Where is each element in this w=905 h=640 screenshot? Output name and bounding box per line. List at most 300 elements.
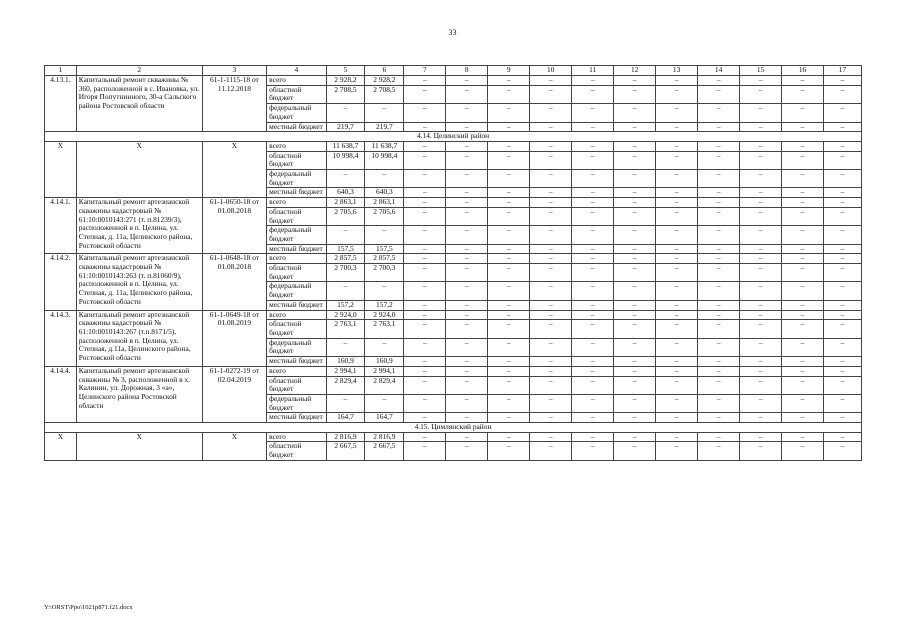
table-row [45,254,862,264]
value-col-12: – [614,254,656,264]
value-col-14: – [698,226,740,244]
value-col-16: – [782,76,824,86]
value-col-12: – [614,282,656,300]
value-col-12: – [614,76,656,86]
funding-source-label: областной бюджет [267,207,326,225]
value-col-7: – [404,394,446,412]
value-col-13: – [656,188,698,198]
value-col-5: 10 998,4 [326,151,365,169]
value-col-15: – [740,188,782,198]
value-col-6: 2 857,5 [365,254,404,264]
table-row [45,310,862,320]
value-col-16: – [782,300,824,310]
value-col-13: – [656,254,698,264]
value-col-10: – [530,413,572,423]
value-col-10: – [530,188,572,198]
value-col-6: 164,7 [365,413,404,423]
column-number-header: 11 [572,66,614,76]
value-col-8: – [446,376,488,394]
item-description: Капитальный ремонт артезианской скважины кадастровый № 61:10:0010143:267 (т.п.8171/5), расположенной в п. Целина, ул. Степная, д.11а, Целинского района, Ростовской области [76,310,202,366]
value-col-16: – [782,442,824,460]
value-col-11: – [572,76,614,86]
value-col-8: – [446,226,488,244]
value-col-9: – [488,76,530,86]
item-description: Х [76,141,202,197]
value-col-8: – [446,104,488,122]
item-description: Х [76,432,202,460]
value-col-11: – [572,376,614,394]
value-col-17: – [824,170,862,188]
value-col-15: – [740,320,782,338]
value-col-14: – [698,442,740,460]
value-col-12: – [614,198,656,208]
value-col-7: – [404,244,446,254]
value-col-8: – [446,170,488,188]
funding-source-label: местный бюджет [267,413,326,423]
value-col-17: – [824,244,862,254]
value-col-6: 160,9 [365,357,404,367]
value-col-8: – [446,432,488,442]
value-col-6: 2 667,5 [365,442,404,460]
value-col-16: – [782,254,824,264]
funding-source-label: областной бюджет [267,376,326,394]
item-description: Капитальный ремонт артезианской скважины кадастровый № 61:10:0010143:263 (т. п.81060/9), расположенной в п. Целина, ул. Степная, д. 11а, Целинского района, Ростовской области [76,254,202,310]
value-col-16: – [782,264,824,282]
value-col-12: – [614,310,656,320]
value-col-13: – [656,432,698,442]
value-col-9: – [488,244,530,254]
value-col-8: – [446,442,488,460]
program-table [44,65,862,461]
value-col-17: – [824,394,862,412]
value-col-17: – [824,264,862,282]
value-col-7: – [404,226,446,244]
value-col-8: – [446,282,488,300]
value-col-15: – [740,170,782,188]
item-number: 4.14.2. [45,254,77,310]
value-col-9: – [488,85,530,103]
value-col-8: – [446,413,488,423]
value-col-10: – [530,394,572,412]
section-title: 4.15. Цимлянский район [45,423,862,433]
value-col-7: – [404,442,446,460]
item-description: Капитальный ремонт скважины № 360, расположенной в с. Ивановка, ул. Игоря Попутнинного, 30-а Сальского района Ростовской области [76,76,202,132]
value-col-6: 2 816,9 [365,432,404,442]
value-col-13: – [656,244,698,254]
value-col-11: – [572,207,614,225]
value-col-7: – [404,300,446,310]
value-col-8: – [446,394,488,412]
value-col-10: – [530,122,572,132]
funding-source-label: федеральный бюджет [267,282,326,300]
funding-source-label: местный бюджет [267,300,326,310]
value-col-15: – [740,366,782,376]
value-col-15: – [740,76,782,86]
value-col-15: – [740,300,782,310]
value-col-9: – [488,207,530,225]
value-col-15: – [740,254,782,264]
value-col-5: 11 638,7 [326,141,365,151]
value-col-13: – [656,413,698,423]
value-col-6: – [365,226,404,244]
value-col-12: – [614,122,656,132]
funding-source-label: областной бюджет [267,85,326,103]
value-col-7: – [404,122,446,132]
value-col-12: – [614,104,656,122]
item-description: Капитальный ремонт артезианской скважины кадастровый № 61:10:0010143:271 (т. п.81239/3), расположенной в п. Целина, ул. Степная, д. 11а, Целинского района, Ростовской области [76,198,202,254]
funding-source-label: федеральный бюджет [267,338,326,356]
column-number-header: 1 [45,66,77,76]
value-col-5: 2 829,4 [326,376,365,394]
value-col-16: – [782,151,824,169]
value-col-15: – [740,85,782,103]
column-number-header: 7 [404,66,446,76]
value-col-9: – [488,310,530,320]
value-col-5: – [326,282,365,300]
value-col-5: 160,9 [326,357,365,367]
item-description: Капитальный ремонт артезианской скважины № 3, расположенной в х. Калинин, ул. Дорожная, 3 «а», Целинского района Ростовской области [76,366,202,422]
value-col-14: – [698,170,740,188]
section-row [45,423,862,433]
value-col-8: – [446,207,488,225]
column-number-header: 10 [530,66,572,76]
value-col-5: – [326,338,365,356]
column-number-header: 8 [446,66,488,76]
item-document: Х [202,141,267,197]
value-col-12: – [614,226,656,244]
value-col-8: – [446,76,488,86]
funding-source-label: местный бюджет [267,244,326,254]
value-col-6: 2 928,2 [365,76,404,86]
value-col-7: – [404,76,446,86]
value-col-10: – [530,244,572,254]
value-col-16: – [782,198,824,208]
value-col-5: – [326,170,365,188]
value-col-14: – [698,338,740,356]
value-col-14: – [698,357,740,367]
value-col-15: – [740,413,782,423]
value-col-9: – [488,104,530,122]
funding-source-label: всего [267,432,326,442]
value-col-14: – [698,188,740,198]
value-col-12: – [614,357,656,367]
value-col-13: – [656,151,698,169]
value-col-17: – [824,207,862,225]
value-col-12: – [614,366,656,376]
item-document: 61-1-1115-18 от 11.12.2018 [202,76,267,132]
item-document: 61-1-0272-19 от 02.04.2019 [202,366,267,422]
value-col-12: – [614,338,656,356]
value-col-5: 2 763,1 [326,320,365,338]
value-col-7: – [404,207,446,225]
value-col-12: – [614,207,656,225]
value-col-7: – [404,366,446,376]
table-row [45,366,862,376]
value-col-16: – [782,188,824,198]
value-col-13: – [656,310,698,320]
value-col-10: – [530,207,572,225]
value-col-12: – [614,394,656,412]
value-col-12: – [614,320,656,338]
value-col-17: – [824,141,862,151]
value-col-9: – [488,394,530,412]
value-col-14: – [698,244,740,254]
value-col-6: – [365,282,404,300]
value-col-6: 2 863,1 [365,198,404,208]
section-title: 4.14. Целинский район [45,132,862,142]
value-col-8: – [446,151,488,169]
funding-source-label: областной бюджет [267,151,326,169]
value-col-17: – [824,300,862,310]
value-col-9: – [488,141,530,151]
value-col-7: – [404,320,446,338]
value-col-6: 219,7 [365,122,404,132]
value-col-14: – [698,432,740,442]
value-col-16: – [782,413,824,423]
item-document: 61-1-0650-18 от 01.08.2018 [202,198,267,254]
column-number-header: 13 [656,66,698,76]
value-col-5: 2 863,1 [326,198,365,208]
value-col-17: – [824,357,862,367]
file-path-footer: Y:\ORST\Ppo\1021p871.f21.docx [44,604,133,611]
value-col-6: 2 763,1 [365,320,404,338]
value-col-10: – [530,85,572,103]
funding-source-label: местный бюджет [267,188,326,198]
value-col-11: – [572,264,614,282]
value-col-14: – [698,394,740,412]
value-col-9: – [488,226,530,244]
value-col-13: – [656,394,698,412]
value-col-11: – [572,226,614,244]
value-col-15: – [740,310,782,320]
value-col-16: – [782,432,824,442]
funding-source-label: федеральный бюджет [267,394,326,412]
value-col-8: – [446,366,488,376]
value-col-11: – [572,170,614,188]
table-body [45,66,862,461]
value-col-10: – [530,432,572,442]
value-col-16: – [782,366,824,376]
value-col-6: 157,5 [365,244,404,254]
value-col-12: – [614,141,656,151]
value-col-15: – [740,394,782,412]
value-col-6: 640,3 [365,188,404,198]
value-col-8: – [446,122,488,132]
funding-source-label: всего [267,76,326,86]
value-col-10: – [530,376,572,394]
value-col-16: – [782,376,824,394]
value-col-16: – [782,357,824,367]
value-col-6: 157,2 [365,300,404,310]
value-col-10: – [530,226,572,244]
funding-source-label: федеральный бюджет [267,170,326,188]
value-col-7: – [404,282,446,300]
value-col-10: – [530,76,572,86]
value-col-17: – [824,76,862,86]
column-number-header: 12 [614,66,656,76]
funding-source-label: всего [267,141,326,151]
value-col-13: – [656,300,698,310]
value-col-7: – [404,357,446,367]
value-col-17: – [824,413,862,423]
value-col-14: – [698,104,740,122]
value-col-10: – [530,366,572,376]
value-col-10: – [530,310,572,320]
value-col-11: – [572,198,614,208]
value-col-15: – [740,207,782,225]
value-col-9: – [488,300,530,310]
value-col-10: – [530,141,572,151]
item-number: 4.13.1. [45,76,77,132]
value-col-13: – [656,141,698,151]
value-col-17: – [824,366,862,376]
value-col-11: – [572,122,614,132]
value-col-16: – [782,244,824,254]
value-col-5: 157,2 [326,300,365,310]
value-col-12: – [614,300,656,310]
value-col-8: – [446,264,488,282]
value-col-17: – [824,188,862,198]
value-col-17: – [824,376,862,394]
value-col-9: – [488,188,530,198]
value-col-7: – [404,104,446,122]
item-document: Х [202,432,267,460]
value-col-6: 2 924,0 [365,310,404,320]
value-col-5: – [326,226,365,244]
value-col-9: – [488,442,530,460]
table-row [45,76,862,86]
value-col-11: – [572,432,614,442]
column-number-header: 5 [326,66,365,76]
column-number-header: 2 [76,66,202,76]
value-col-13: – [656,282,698,300]
value-col-12: – [614,170,656,188]
column-number-header: 15 [740,66,782,76]
value-col-14: – [698,264,740,282]
value-col-13: – [656,104,698,122]
value-col-14: – [698,282,740,300]
value-col-5: – [326,104,365,122]
value-col-6: 2 708,5 [365,85,404,103]
value-col-14: – [698,366,740,376]
value-col-15: – [740,104,782,122]
value-col-17: – [824,104,862,122]
value-col-10: – [530,170,572,188]
value-col-15: – [740,151,782,169]
funding-source-label: всего [267,254,326,264]
value-col-13: – [656,170,698,188]
value-col-12: – [614,442,656,460]
value-col-13: – [656,376,698,394]
value-col-17: – [824,85,862,103]
value-col-12: – [614,413,656,423]
value-col-12: – [614,85,656,103]
value-col-5: 2 667,5 [326,442,365,460]
value-col-10: – [530,442,572,460]
value-col-14: – [698,376,740,394]
value-col-5: 219,7 [326,122,365,132]
value-col-11: – [572,413,614,423]
value-col-9: – [488,264,530,282]
value-col-13: – [656,320,698,338]
value-col-8: – [446,188,488,198]
value-col-10: – [530,282,572,300]
value-col-13: – [656,357,698,367]
section-row [45,132,862,142]
value-col-14: – [698,207,740,225]
value-col-13: – [656,442,698,460]
value-col-6: – [365,104,404,122]
value-col-16: – [782,394,824,412]
value-col-11: – [572,442,614,460]
column-number-header: 16 [782,66,824,76]
value-col-9: – [488,413,530,423]
value-col-13: – [656,338,698,356]
value-col-10: – [530,198,572,208]
value-col-7: – [404,170,446,188]
value-col-14: – [698,300,740,310]
value-col-8: – [446,300,488,310]
value-col-11: – [572,151,614,169]
value-col-10: – [530,264,572,282]
value-col-5: 2 816,9 [326,432,365,442]
value-col-12: – [614,264,656,282]
value-col-5: 2 994,1 [326,366,365,376]
value-col-17: – [824,282,862,300]
value-col-5: 2 705,6 [326,207,365,225]
value-col-5: – [326,394,365,412]
value-col-14: – [698,413,740,423]
value-col-14: – [698,151,740,169]
value-col-11: – [572,338,614,356]
value-col-10: – [530,151,572,169]
value-col-8: – [446,320,488,338]
value-col-17: – [824,338,862,356]
value-col-9: – [488,338,530,356]
funding-source-label: федеральный бюджет [267,226,326,244]
value-col-8: – [446,198,488,208]
value-col-5: 157,5 [326,244,365,254]
value-col-14: – [698,320,740,338]
value-col-11: – [572,141,614,151]
value-col-13: – [656,207,698,225]
value-col-17: – [824,432,862,442]
value-col-13: – [656,264,698,282]
value-col-13: – [656,366,698,376]
value-col-9: – [488,282,530,300]
value-col-13: – [656,85,698,103]
value-col-16: – [782,141,824,151]
value-col-16: – [782,282,824,300]
funding-source-label: областной бюджет [267,442,326,460]
funding-source-label: областной бюджет [267,264,326,282]
value-col-11: – [572,320,614,338]
value-col-16: – [782,320,824,338]
value-col-16: – [782,310,824,320]
item-number: Х [45,432,77,460]
value-col-7: – [404,198,446,208]
value-col-13: – [656,122,698,132]
value-col-11: – [572,310,614,320]
value-col-15: – [740,282,782,300]
value-col-9: – [488,376,530,394]
value-col-7: – [404,432,446,442]
value-col-6: 2 705,6 [365,207,404,225]
value-col-14: – [698,310,740,320]
value-col-11: – [572,282,614,300]
value-col-10: – [530,357,572,367]
value-col-11: – [572,357,614,367]
